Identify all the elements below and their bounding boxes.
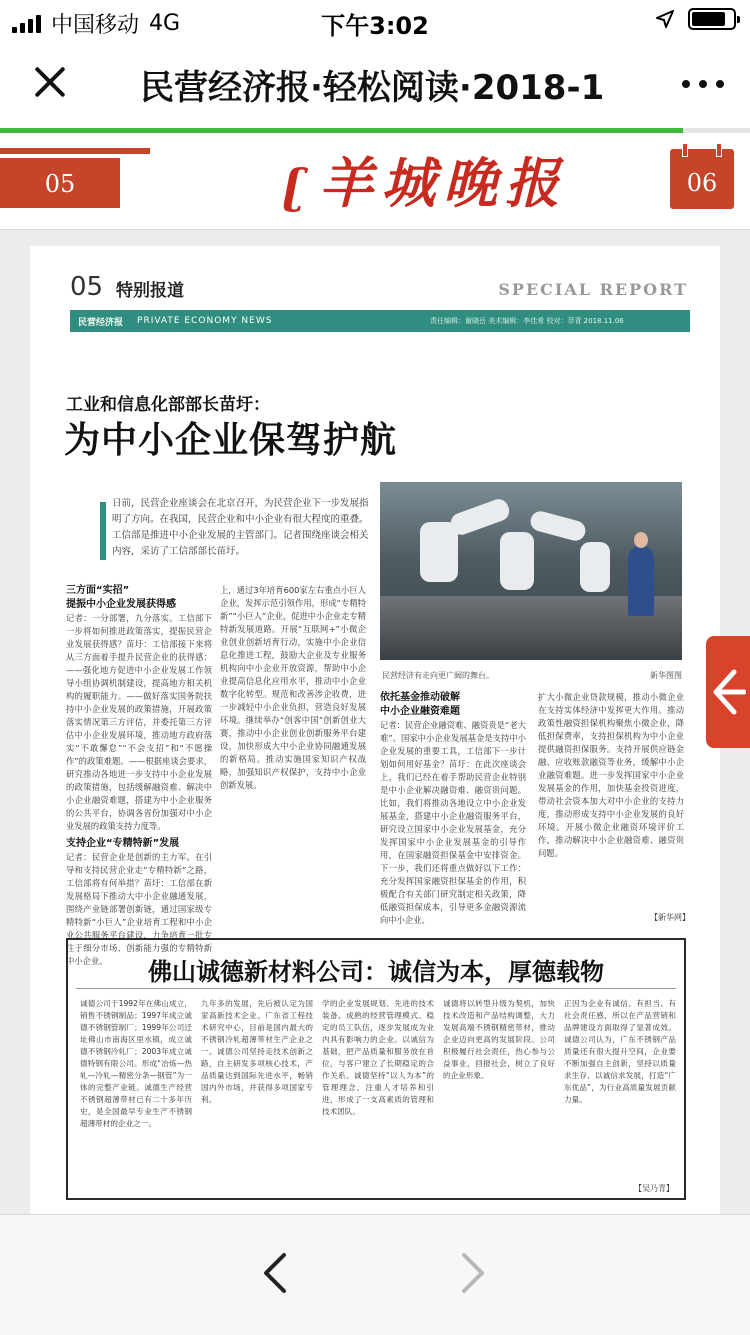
next-page-number: 06 bbox=[686, 169, 718, 197]
masthead-text: 羊城晚报 bbox=[319, 151, 568, 215]
column-text: 记者：民营企业是创新的主力军。在引导和支持民营企业走“专精特新”之路，工信部将有何举措？苗圩：工信部在新发展格局下推动大中小企业融通发展，围绕产业链部署创新链，通过国家级专精特新“小巨人”企业培育工程和中小企业公共服务平台建设，力争培育一批专注于细分市场、创新能力强的专精特新中小企业。 bbox=[66, 852, 212, 966]
chevron-right-icon[interactable] bbox=[450, 1251, 494, 1295]
network-label: 4G bbox=[149, 11, 181, 36]
article-intro: 日前，民营企业座谈会在北京召开，为民营企业下一步发展指明了方向。在我国，民营企业和中小企业有很大程度的重叠。工信部是推进中小企业发展的主管部门。记者围绕座谈会相关内容，采访了工信部部长苗圩。 bbox=[100, 496, 370, 560]
photo-credit: 新华图图 bbox=[650, 671, 682, 680]
section-title: 特别报道 bbox=[116, 281, 184, 301]
article-source-tag: 【新华网】 bbox=[650, 913, 690, 922]
more-icon[interactable] bbox=[682, 80, 724, 88]
feature-column-2: 九年多的发展，先后被认定为国家高新技术企业、广东省工程技术研究中心，目前是国内最大的不锈钢冷轧超薄带材生产企业之一。诚德公司坚持走技术创新之路，自主研发多项核心技术，产品质量达到国际先进水平，畅销国内外市场，并获得多项国家专利。 bbox=[201, 999, 313, 1104]
status-right bbox=[656, 8, 736, 30]
feature-column-5: 正因为企业有诚信、有担当、有社会责任感，所以在产品营销和品牌建设方面取得了显著成效。诚德公司认为，广东不锈钢产品质量还有很大提升空间，企业要不断加强自主创新，坚持以质量求生存、以诚信求发展，打造“广东优品”，为行业高质量发展贡献力量。 bbox=[564, 999, 676, 1104]
newspaper-page[interactable] bbox=[30, 246, 720, 1214]
side-share-tab[interactable] bbox=[706, 636, 750, 748]
column-heading: 三方面“实招” 提振中小企业发展获得感 bbox=[66, 585, 176, 610]
column-text: 扩大小微企业贷款规模，推动小微企业在支持实体经济中发挥更大作用。推动政策性融资担保机构聚焦小微企业，降低担保费率，支持担保机构为中小企业提供融资担保服务。支持开展供应链金融、应收账款融资等业务，缓解中小企业融资难题。进一步发挥国家中小企业发展基金的作用，加快基金投资进度，带动社会资本加大对中小企业的支持力度，推动形成支持中小企业发展的良好环境。开展小微企业融资环境评价工作，推动解决中小企业融资难、融资贵问题。 bbox=[538, 692, 684, 858]
prev-page-button[interactable] bbox=[0, 158, 120, 208]
article-headline: 为中小企业保驾护航 bbox=[64, 419, 398, 461]
byline: 责任编辑：谢晓岳 美术编辑：李佳希 校对：萃青 2018.11.06 bbox=[430, 317, 624, 325]
section-english: SPECIAL REPORT bbox=[498, 280, 688, 299]
battery-icon bbox=[688, 8, 736, 30]
paper-name: 民营经济报 bbox=[78, 317, 124, 328]
photo-caption bbox=[382, 670, 682, 681]
article-column-2 bbox=[220, 584, 366, 792]
back-arrow-icon bbox=[712, 666, 746, 718]
article-kicker: 工业和信息化部部长苗圩： bbox=[66, 395, 270, 415]
feature-title: 佛山诚德新材料公司：诚信为本，厚德载物 bbox=[148, 957, 604, 986]
prev-page-number: 05 bbox=[44, 170, 76, 198]
column-heading: 依托基金推动破解 中小企业融资难题 bbox=[380, 692, 460, 717]
bottom-toolbar bbox=[0, 1214, 750, 1335]
section-number: 05 bbox=[70, 272, 104, 302]
nav-bar bbox=[0, 40, 750, 128]
reader-area[interactable] bbox=[0, 230, 750, 1214]
status-time: 下午3:02 bbox=[321, 12, 429, 40]
next-page-button[interactable] bbox=[670, 149, 734, 209]
location-arrow-icon bbox=[656, 10, 674, 28]
column-heading: 支持企业“专精特新”发展 bbox=[66, 838, 180, 849]
carrier-label: 中国移动 bbox=[51, 13, 140, 38]
feature-column-3: 学的企业发展规划、先进的技术装备、成熟的经营管理模式、稳定的员工队伍，逐步发展成为业内具有影响力的企业。以诚信为基础，把产品质量和服务放在首位，与客户建立了长期稳定的合作关系。诚德坚持“以人为本”的管理理念，注重人才培养和引进，形成了一支高素质的管理和技术团队。 bbox=[322, 999, 434, 1116]
article-column-3 bbox=[380, 691, 526, 927]
column-text: 上，通过3年培育600家左右重点小巨人企业，发挥示范引领作用，形成“专精特新”“小巨人”企业，促进中小企业走专精特新发展道路。开展“互联网+”小微企业创业创新培育行动，实施中小企业信息化推进工程，鼓励大企业及专业服务机构向中小企业开放资源，帮助中小企业提高信息化应用水平，推动中小企业数字化转型。规范和改善涉企收费，进一步减轻中小企业负担，营造良好发展环境。继续举办“创客中国”创新创业大赛，推动中小企业创业创新服务平台建设，加快形成大中小企业协同融通发展的新格局。推动实施国家知识产权战略，加强知识产权保护，支持中小企业创新发展。 bbox=[220, 585, 366, 790]
paper-english: PRIVATE ECONOMY NEWS bbox=[137, 316, 273, 326]
masthead-logo-icon: ʗ bbox=[282, 159, 316, 213]
article-column-1 bbox=[66, 584, 212, 968]
newspaper-header bbox=[0, 133, 750, 230]
battery-fill bbox=[692, 12, 725, 26]
feature-box bbox=[66, 938, 686, 1200]
masthead bbox=[282, 141, 567, 218]
page-title: 民营经济报·轻松阅读·2018-1 bbox=[140, 68, 605, 108]
status-bar bbox=[0, 0, 750, 40]
article-column-4 bbox=[538, 691, 684, 860]
chevron-left-icon[interactable] bbox=[254, 1251, 298, 1295]
feature-column-1: 诚德公司于1992年在佛山成立，销售不锈钢制品；1997年成立诚德不锈钢管制厂；1999年公司迁址佛山市南海区里水镇，成立诚德不锈钢冷轧厂；2003年成立诚德特钢有限公司。形成“冶炼—热轧—冷轧—精密分条—钢管”为一体的完整产业链。诚德生产经营不锈钢超薄带材已有二十多年历史，是全国最早专业生产不锈钢超薄带材的企业之一。 bbox=[80, 999, 192, 1128]
feature-source-tag: 【吴乃青】 bbox=[634, 1184, 674, 1193]
column-text: 记者：一分部署，九分落实。工信部下一步将如何推进政策落实，提振民营企业发展获得感？苗圩：工信部接下来将从三方面着手提升民营企业的获得感：——强化地方促进中小企业发展工作领导小组协调机制建设，提高地方相关机构的履职能力。——做好落实国务院扶持中小企业发展的政策措施，开展政策落实情况第三方评估，并委托第三方评估中小企业发展环境，推动地方政府落实“不敢懈怠”“不会支招”和“不愿操作”的政策难题。——根据座谈会要求，研究推动各地进一步支持中小企业发展的政策措施，包括缓解融资难、解决中小企业融资难题，搭建为中小企业服务的公共平台，协调各省份加强对中小企业发展的政策支持力度等。 bbox=[66, 613, 212, 831]
close-icon[interactable] bbox=[28, 60, 72, 104]
feature-column-4: 诚德将以转型升级为契机，加快技术改造和产品结构调整，大力发展高端不锈钢精密带材，推动企业迈向更高的发展阶段。公司积极履行社会责任，热心参与公益事业，回报社会，树立了良好的企业形象。 bbox=[443, 999, 555, 1080]
column-text: 记者：民营企业融资难、融资贵是“老大难”。国家中小企业发展基金是支持中小企业发展的重要工具，工信部下一步计划如何用好基金？苗圩：在此次座谈会上，我们已经在着手帮助民营企业特别是中小企业解决融资难、融资贵问题。比如，我们将推动各地设立中小企业发展基金，搭建中小企业融资服务平台，研究设立国家中小企业发展基金，充分发挥国家中小企业发展基金的引导作用，在国家融资担保基金中安排资金。下一步，我们还将重点做好以下工作：充分发挥国家融资担保基金的作用，积极配合有关部门研究制定相关政策，降低融资担保成本，引导更多金融资源流向中小企业。 bbox=[380, 720, 526, 925]
feature-divider bbox=[76, 988, 676, 989]
photo-caption-text: 民营经济有走向更广阔的舞台。 bbox=[382, 671, 494, 680]
article-photo bbox=[380, 482, 682, 660]
